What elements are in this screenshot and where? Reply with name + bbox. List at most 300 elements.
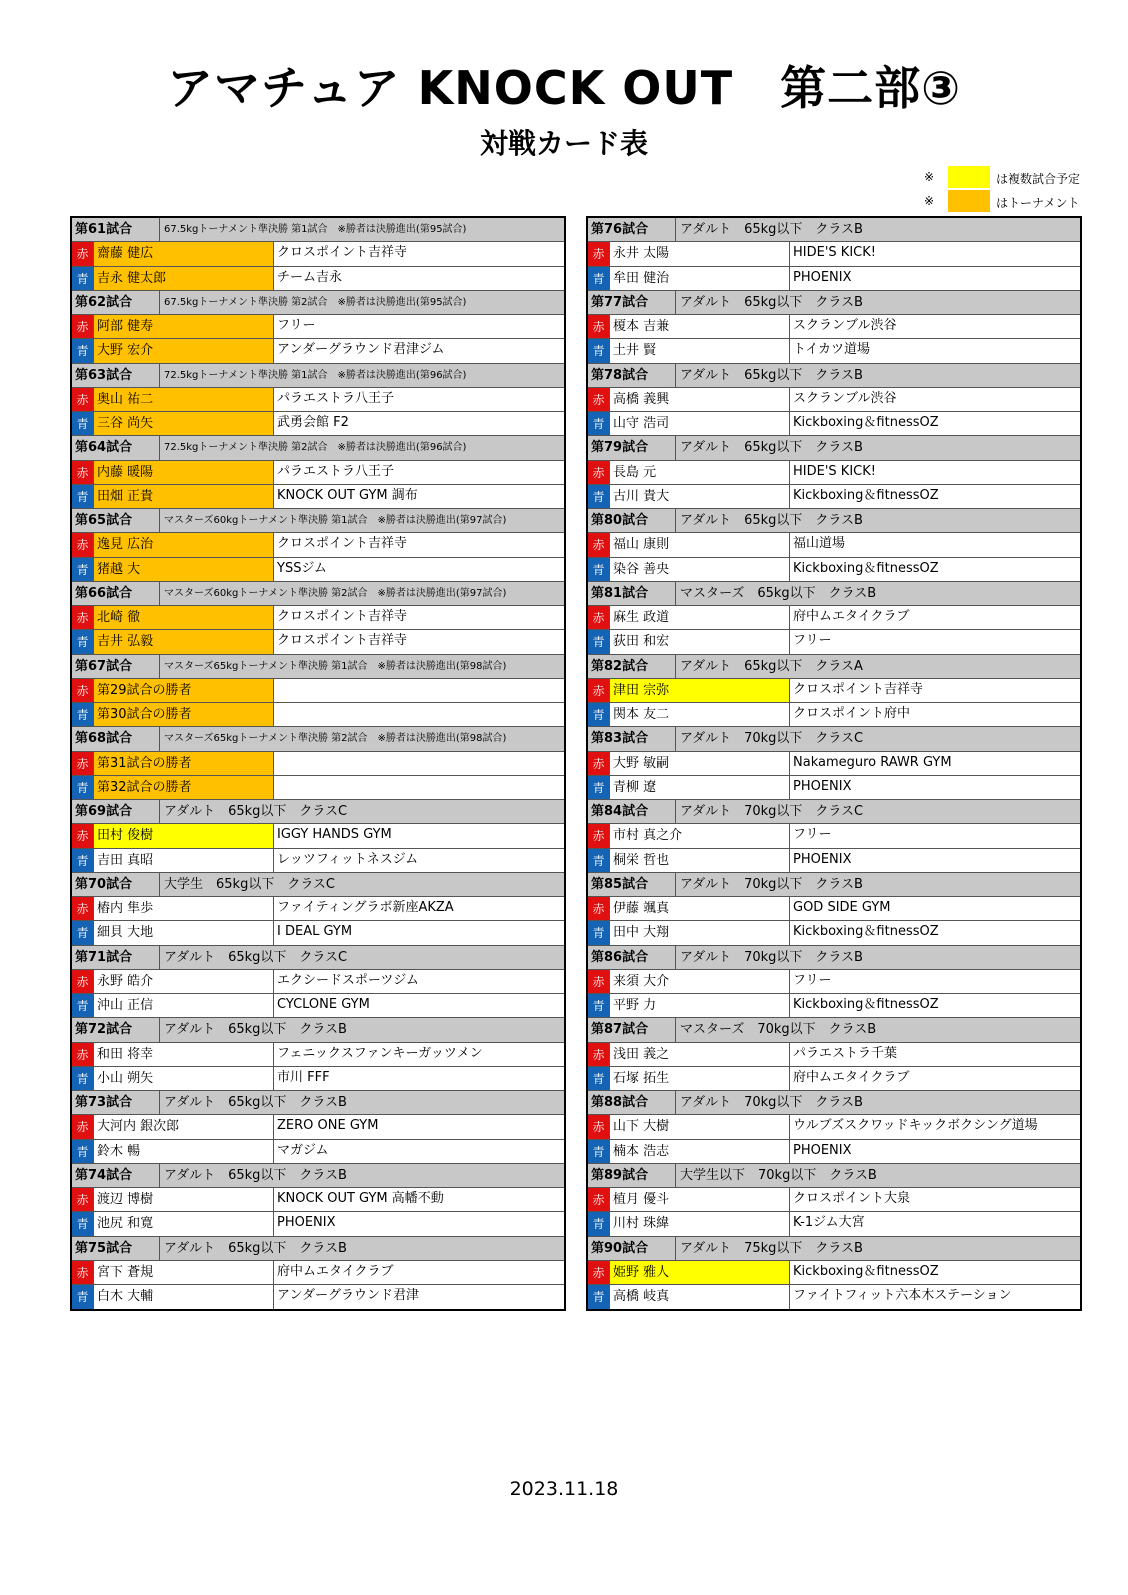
fighter-gym: アンダーグラウンド君津ジム <box>277 342 445 358</box>
fighter-gym: PHOENIX <box>793 778 852 794</box>
fighter-name: 高橋 義興 <box>610 388 790 411</box>
fighter-name: 榎本 吉兼 <box>610 315 790 338</box>
fighter-gym: アンダーグラウンド君津 <box>277 1288 419 1303</box>
red-corner-row <box>72 606 564 630</box>
match-class: アダルト 70kg以下 クラスB <box>680 1095 863 1110</box>
match-class: アダルト 65kg以下 クラスB <box>164 1240 347 1256</box>
fighter-name: 樁内 隼歩 <box>94 897 274 920</box>
red-corner-badge: 赤 <box>72 1188 94 1211</box>
fighter-gym: スクランブル渋谷 <box>793 390 897 406</box>
fighter-name: 第31試合の勝者 <box>94 752 274 775</box>
fighter-name: 荻田 和宏 <box>610 630 790 653</box>
red-corner-row <box>72 315 564 339</box>
match-number: 第89試合 <box>588 1164 676 1187</box>
red-corner-badge: 赤 <box>72 533 94 556</box>
match-number: 第73試合 <box>72 1091 160 1114</box>
fighter-gym: スクランブル渋谷 <box>793 318 897 333</box>
blue-corner-row <box>588 1285 1080 1309</box>
fighter-name: 池尻 和寛 <box>94 1212 274 1235</box>
match-header-row <box>72 509 564 533</box>
red-corner-badge: 赤 <box>588 606 610 629</box>
fighter-name: 永野 皓介 <box>94 970 274 993</box>
fighter-gym: PHOENIX <box>793 1142 852 1158</box>
red-corner-badge: 赤 <box>72 388 94 411</box>
match-header-row <box>72 582 564 606</box>
match-number: 第62試合 <box>72 291 160 314</box>
match-number: 第90試合 <box>588 1237 676 1260</box>
red-corner-badge: 赤 <box>588 970 610 993</box>
red-corner-badge: 赤 <box>588 1115 610 1138</box>
fighter-name: 宮下 蒼規 <box>94 1261 274 1284</box>
match-number: 第80試合 <box>588 509 676 532</box>
fighter-gym: Kickboxing＆fitnessOZ <box>793 924 939 940</box>
fighter-gym: ウルブズスクワッドキックボクシング道場 <box>793 1118 1038 1134</box>
match-class: 大学生 65kg以下 クラスC <box>164 876 336 892</box>
fighter-gym: チーム吉永 <box>277 269 343 285</box>
red-corner-row <box>588 752 1080 776</box>
match-class: アダルト 70kg以下 クラスB <box>680 949 863 965</box>
fighter-name: 北崎 徹 <box>94 606 274 629</box>
blue-corner-badge: 青 <box>588 485 610 508</box>
blue-corner-row <box>588 339 1080 363</box>
fighter-name: 沖山 正信 <box>94 994 274 1017</box>
blue-corner-badge: 青 <box>588 267 610 290</box>
fighter-gym: GOD SIDE GYM <box>793 900 891 915</box>
red-corner-badge: 赤 <box>72 752 94 775</box>
fighter-name: 市村 真之介 <box>610 824 790 847</box>
match-number: 第66試合 <box>72 582 160 605</box>
match-number: 第86試合 <box>588 946 676 969</box>
blue-corner-badge: 青 <box>588 994 610 1017</box>
fighter-gym: Kickboxing＆fitnessOZ <box>793 415 939 430</box>
fighter-gym: Kickboxing＆fitnessOZ <box>793 1263 939 1279</box>
match-class: アダルト 70kg以下 クラスC <box>680 804 864 819</box>
red-corner-badge: 赤 <box>588 1261 610 1284</box>
match-class: マスターズ60kgトーナメント準決勝 第2試合 ※勝者は決勝進出(第97試合) <box>164 587 507 599</box>
fighter-gym: フェニックスファンキーガッツメン <box>277 1045 483 1061</box>
blue-corner-badge: 青 <box>72 267 94 290</box>
red-corner-row <box>72 1043 564 1067</box>
fighter-gym: 府中ムエタイクラブ <box>793 609 910 624</box>
match-class: マスターズ 70kg以下 クラスB <box>680 1022 877 1038</box>
match-class: 67.5kgトーナメント準決勝 第2試合 ※勝者は決勝進出(第95試合) <box>164 296 467 308</box>
blue-corner-badge: 青 <box>588 849 610 872</box>
match-number: 第70試合 <box>72 873 160 896</box>
match-number: 第81試合 <box>588 582 676 605</box>
fighter-gym: クロスポイント吉祥寺 <box>277 609 408 624</box>
red-corner-row <box>588 242 1080 266</box>
fighter-name: 染谷 善央 <box>610 558 790 581</box>
fighter-gym: PHOENIX <box>793 851 852 867</box>
red-corner-badge: 赤 <box>72 461 94 484</box>
fighter-name: 田中 大翔 <box>610 921 790 944</box>
fighter-name: 古川 貴大 <box>610 485 790 508</box>
fighter-name: 伊藤 颯真 <box>610 897 790 920</box>
fighter-name: 第30試合の勝者 <box>94 703 274 726</box>
blue-corner-badge: 青 <box>72 1212 94 1235</box>
fighter-name: 奥山 祐二 <box>94 388 274 411</box>
blue-corner-badge: 青 <box>588 630 610 653</box>
blue-corner-badge: 青 <box>588 776 610 799</box>
match-class: マスターズ 65kg以下 クラスB <box>680 585 877 601</box>
page-title: アマチュア KNOCK OUT 第二部③ <box>166 61 962 115</box>
match-number: 第79試合 <box>588 436 676 459</box>
fighter-name: 第32試合の勝者 <box>94 776 274 799</box>
match-class: マスターズ60kgトーナメント準決勝 第1試合 ※勝者は決勝進出(第97試合) <box>164 515 507 526</box>
red-corner-badge: 赤 <box>72 606 94 629</box>
match-header-row <box>588 1091 1080 1115</box>
blue-corner-row <box>588 849 1080 873</box>
red-corner-badge: 赤 <box>588 533 610 556</box>
blue-corner-row <box>72 994 564 1018</box>
red-corner-row <box>588 1188 1080 1212</box>
red-corner-row <box>72 752 564 776</box>
fighter-gym: 府中ムエタイクラブ <box>793 1069 910 1085</box>
red-corner-row <box>72 461 564 485</box>
red-corner-row <box>72 388 564 412</box>
fighter-gym: フリー <box>793 633 832 649</box>
red-corner-badge: 赤 <box>588 1188 610 1211</box>
fighter-gym: Kickboxing＆fitnessOZ <box>793 997 939 1012</box>
match-number: 第69試合 <box>72 800 160 823</box>
fighter-name: 細貝 大地 <box>94 921 274 944</box>
legend-yellow-swatch <box>948 166 990 188</box>
red-corner-badge: 赤 <box>588 897 610 920</box>
blue-corner-badge: 青 <box>72 485 94 508</box>
fighter-gym: KNOCK OUT GYM 調布 <box>277 487 418 503</box>
match-header-row <box>72 1091 564 1115</box>
fighter-gym: パラエストラ千葉 <box>793 1045 898 1061</box>
red-corner-badge: 赤 <box>72 1261 94 1284</box>
fighter-gym: I DEAL GYM <box>277 924 353 940</box>
blue-corner-badge: 青 <box>588 339 610 362</box>
red-corner-badge: 赤 <box>588 679 610 702</box>
fighter-name: 内藤 暖陽 <box>94 461 274 484</box>
fighter-gym <box>274 679 564 702</box>
match-number: 第61試合 <box>72 218 160 241</box>
match-header-row <box>588 655 1080 679</box>
red-corner-badge: 赤 <box>72 1115 94 1138</box>
fighter-gym: Nakameguro RAWR GYM <box>793 754 952 770</box>
match-number: 第67試合 <box>72 655 160 678</box>
fighter-name: 来須 大介 <box>610 970 790 993</box>
match-header-row <box>588 873 1080 897</box>
red-corner-row <box>72 1188 564 1212</box>
red-corner-row <box>72 824 564 848</box>
fighter-name: 吉永 健太郎 <box>94 267 274 290</box>
fighter-name: 高橋 岐真 <box>610 1285 790 1309</box>
fighter-name: 小山 朔矢 <box>94 1067 274 1090</box>
blue-corner-row <box>588 1067 1080 1091</box>
match-class: マスターズ65kgトーナメント準決勝 第1試合 ※勝者は決勝進出(第98試合) <box>164 660 507 672</box>
blue-corner-badge: 青 <box>72 412 94 435</box>
left-match-table <box>70 216 566 1311</box>
red-corner-row <box>588 533 1080 557</box>
fighter-gym: 市川 FFF <box>277 1069 330 1085</box>
match-number: 第76試合 <box>588 218 676 241</box>
match-header-row <box>588 946 1080 970</box>
fighter-name: 永井 太陽 <box>610 242 790 265</box>
blue-corner-row <box>588 1140 1080 1164</box>
event-date: 2023.11.18 <box>509 1478 619 1500</box>
match-header-row <box>72 655 564 679</box>
match-class: アダルト 65kg以下 クラスB <box>164 1022 347 1038</box>
fighter-gym: ファイティングラボ新座AKZA <box>277 900 454 915</box>
match-class: アダルト 65kg以下 クラスB <box>164 1167 347 1183</box>
legend-orange-swatch <box>948 190 990 212</box>
fighter-gym: HIDE'S KICK! <box>793 245 876 261</box>
legend-label: はトーナメント <box>996 196 1080 210</box>
match-header-row <box>72 946 564 970</box>
match-class: アダルト 65kg以下 クラスC <box>164 949 348 965</box>
red-corner-row <box>588 1261 1080 1285</box>
fighter-gym: PHOENIX <box>277 1215 336 1231</box>
fighter-gym: レッツフィットネスジム <box>277 851 419 867</box>
red-corner-row <box>588 970 1080 994</box>
blue-corner-row <box>72 703 564 727</box>
fighter-name: 大河内 銀次郎 <box>94 1115 274 1138</box>
blue-corner-badge: 青 <box>72 703 94 726</box>
fighter-name: 田畑 正貴 <box>94 485 274 508</box>
match-number: 第64試合 <box>72 436 160 459</box>
match-number: 第85試合 <box>588 873 676 896</box>
match-number: 第65試合 <box>72 509 160 532</box>
blue-corner-badge: 青 <box>588 1212 610 1235</box>
fighter-name: 鈴木 暢 <box>94 1140 274 1163</box>
fighter-name: 三谷 尚矢 <box>94 412 274 435</box>
fighter-name: 関本 友二 <box>610 703 790 726</box>
blue-corner-row <box>72 630 564 654</box>
fighter-name: 石塚 拓生 <box>610 1067 790 1090</box>
fighter-gym: KNOCK OUT GYM 高幡不動 <box>277 1191 444 1206</box>
match-header-row <box>588 582 1080 606</box>
fighter-name: 第29試合の勝者 <box>94 679 274 702</box>
fighter-name: 白木 大輔 <box>94 1285 274 1309</box>
match-class: アダルト 75kg以下 クラスB <box>680 1240 863 1256</box>
blue-corner-badge: 青 <box>72 558 94 581</box>
fighter-name: 福山 康則 <box>610 533 790 556</box>
fighter-name: 平野 力 <box>610 994 790 1017</box>
blue-corner-badge: 青 <box>588 1285 610 1309</box>
red-corner-badge: 赤 <box>588 242 610 265</box>
match-class: アダルト 65kg以下 クラスA <box>680 658 863 674</box>
fighter-name: 吉井 弘毅 <box>94 630 274 653</box>
red-corner-row <box>588 824 1080 848</box>
match-class: アダルト 65kg以下 クラスB <box>680 294 863 310</box>
fighter-name: 逸見 広治 <box>94 533 274 556</box>
fighter-name: 姫野 雅人 <box>610 1261 790 1284</box>
fighter-gym: Kickboxing＆fitnessOZ <box>793 487 939 503</box>
match-number: 第71試合 <box>72 946 160 969</box>
fighter-gym: トイカツ道場 <box>793 342 870 358</box>
blue-corner-badge: 青 <box>72 339 94 362</box>
fighter-name: 牟田 健治 <box>610 267 790 290</box>
match-header-row <box>72 800 564 824</box>
red-corner-badge: 赤 <box>588 752 610 775</box>
fighter-gym: PHOENIX <box>793 269 852 285</box>
fighter-name: 渡辺 博樹 <box>94 1188 274 1211</box>
fighter-gym: クロスポイント吉祥寺 <box>793 681 924 697</box>
page-subtitle: 対戦カード表 <box>479 127 648 160</box>
match-number: 第68試合 <box>72 727 160 750</box>
blue-corner-badge: 青 <box>72 921 94 944</box>
legend-mark: ※ <box>924 194 935 208</box>
fighter-gym: Kickboxing＆fitnessOZ <box>793 560 939 576</box>
match-class: アダルト 65kg以下 クラスC <box>164 804 348 819</box>
blue-corner-badge: 青 <box>72 849 94 872</box>
match-number: 第74試合 <box>72 1164 160 1187</box>
fighter-gym: 武勇会館 F2 <box>277 415 349 430</box>
blue-corner-badge: 青 <box>588 558 610 581</box>
match-header-row <box>72 218 564 242</box>
blue-corner-row <box>588 485 1080 509</box>
match-header-row <box>588 436 1080 460</box>
fighter-gym: ファイトフィット六本木ステーション <box>793 1288 1012 1303</box>
red-corner-badge: 赤 <box>72 679 94 702</box>
blue-corner-row <box>588 630 1080 654</box>
fighter-gym: HIDE'S KICK! <box>793 463 876 479</box>
fighter-name: 猪越 大 <box>94 558 274 581</box>
blue-corner-row <box>72 267 564 291</box>
fighter-gym: 府中ムエタイクラブ <box>277 1263 394 1279</box>
match-header-row <box>588 509 1080 533</box>
match-class: 67.5kgトーナメント準決勝 第1試合 ※勝者は決勝進出(第95試合) <box>164 224 467 235</box>
blue-corner-row <box>72 776 564 800</box>
blue-corner-badge: 青 <box>72 1140 94 1163</box>
fighter-gym: クロスポイント吉祥寺 <box>277 245 408 261</box>
fighter-gym <box>274 752 564 775</box>
blue-corner-row <box>588 412 1080 436</box>
red-corner-row <box>72 1261 564 1285</box>
fighter-gym: パラエストラ八王子 <box>277 463 395 479</box>
blue-corner-row <box>588 703 1080 727</box>
fighter-name: 植月 優斗 <box>610 1188 790 1211</box>
red-corner-badge: 赤 <box>72 970 94 993</box>
match-header-row <box>72 873 564 897</box>
match-header-row <box>588 1018 1080 1042</box>
red-corner-badge: 赤 <box>588 315 610 338</box>
blue-corner-badge: 青 <box>588 703 610 726</box>
fighter-gym: クロスポイント吉祥寺 <box>277 633 408 649</box>
fighter-name: 山守 浩司 <box>610 412 790 435</box>
red-corner-row <box>72 533 564 557</box>
red-corner-badge: 赤 <box>72 315 94 338</box>
blue-corner-row <box>588 558 1080 582</box>
red-corner-row <box>588 388 1080 412</box>
red-corner-badge: 赤 <box>588 1043 610 1066</box>
fighter-gym: クロスポイント府中 <box>793 706 911 721</box>
match-class: アダルト 65kg以下 クラスB <box>164 1095 347 1110</box>
red-corner-row <box>588 461 1080 485</box>
fighter-gym: クロスポイント大泉 <box>793 1191 911 1206</box>
red-corner-badge: 赤 <box>72 242 94 265</box>
fighter-name: 和田 将幸 <box>94 1043 274 1066</box>
red-corner-row <box>588 315 1080 339</box>
red-corner-badge: 赤 <box>588 824 610 847</box>
match-class: アダルト 65kg以下 クラスB <box>680 440 863 456</box>
match-header-row <box>588 218 1080 242</box>
match-header-row <box>588 291 1080 315</box>
match-header-row <box>588 727 1080 751</box>
fighter-gym <box>274 703 564 726</box>
red-corner-row <box>72 242 564 266</box>
fighter-name: 麻生 政道 <box>610 606 790 629</box>
match-number: 第77試合 <box>588 291 676 314</box>
fighter-gym: クロスポイント吉祥寺 <box>277 536 408 552</box>
fighter-name: 阿部 健寿 <box>94 315 274 338</box>
fighter-gym: YSSジム <box>277 560 327 576</box>
blue-corner-row <box>72 1067 564 1091</box>
blue-corner-badge: 青 <box>588 412 610 435</box>
fighter-gym: CYCLONE GYM <box>277 997 370 1012</box>
blue-corner-badge: 青 <box>72 776 94 799</box>
blue-corner-row <box>72 1285 564 1309</box>
fighter-name: 津田 宗弥 <box>610 679 790 702</box>
fighter-gym: 福山道場 <box>793 536 846 552</box>
match-class: アダルト 65kg以下 クラスB <box>680 367 863 383</box>
blue-corner-badge: 青 <box>588 1140 610 1163</box>
match-number: 第83試合 <box>588 727 676 750</box>
fighter-gym: IGGY HANDS GYM <box>277 827 392 843</box>
match-number: 第72試合 <box>72 1018 160 1041</box>
blue-corner-badge: 青 <box>588 921 610 944</box>
fighter-gym <box>274 776 564 799</box>
match-header-row <box>588 364 1080 388</box>
blue-corner-row <box>72 558 564 582</box>
fighter-name: 大野 宏介 <box>94 339 274 362</box>
match-class: 大学生以下 70kg以下 クラスB <box>680 1167 877 1183</box>
match-header-row <box>72 436 564 460</box>
red-corner-row <box>588 1043 1080 1067</box>
match-header-row <box>72 1018 564 1042</box>
red-corner-row <box>588 679 1080 703</box>
match-header-row <box>72 1237 564 1261</box>
fighter-name: 大野 敏嗣 <box>610 752 790 775</box>
match-class: アダルト 65kg以下 クラスB <box>680 513 863 528</box>
match-class: アダルト 70kg以下 クラスB <box>680 876 863 892</box>
fighter-name: 吉田 真昭 <box>94 849 274 872</box>
blue-corner-row <box>72 339 564 363</box>
match-class: アダルト 65kg以下 クラスB <box>680 222 863 237</box>
blue-corner-badge: 青 <box>72 994 94 1017</box>
fighter-name: 楠本 浩志 <box>610 1140 790 1163</box>
fighter-gym: ZERO ONE GYM <box>277 1118 379 1134</box>
match-number: 第87試合 <box>588 1018 676 1041</box>
red-corner-badge: 赤 <box>72 1043 94 1066</box>
fighter-name: 川村 珠緯 <box>610 1212 790 1235</box>
fighter-gym: パラエストラ八王子 <box>277 390 395 406</box>
red-corner-badge: 赤 <box>588 388 610 411</box>
match-number: 第84試合 <box>588 800 676 823</box>
fighter-gym: フリー <box>793 827 832 843</box>
blue-corner-row <box>72 921 564 945</box>
blue-corner-badge: 青 <box>72 1067 94 1090</box>
red-corner-row <box>72 897 564 921</box>
red-corner-row <box>72 1115 564 1139</box>
fighter-name: 齋藤 健広 <box>94 242 274 265</box>
blue-corner-row <box>72 485 564 509</box>
legend-label: は複数試合予定 <box>996 172 1081 186</box>
blue-corner-row <box>72 1140 564 1164</box>
fighter-name: 青柳 遼 <box>610 776 790 799</box>
match-class: 72.5kgトーナメント準決勝 第1試合 ※勝者は決勝進出(第96試合) <box>164 369 467 381</box>
red-corner-row <box>72 970 564 994</box>
blue-corner-row <box>588 1212 1080 1236</box>
fighter-name: 山下 大樹 <box>610 1115 790 1138</box>
fighter-name: 浅田 義之 <box>610 1043 790 1066</box>
match-number: 第63試合 <box>72 364 160 387</box>
match-header-row <box>72 727 564 751</box>
